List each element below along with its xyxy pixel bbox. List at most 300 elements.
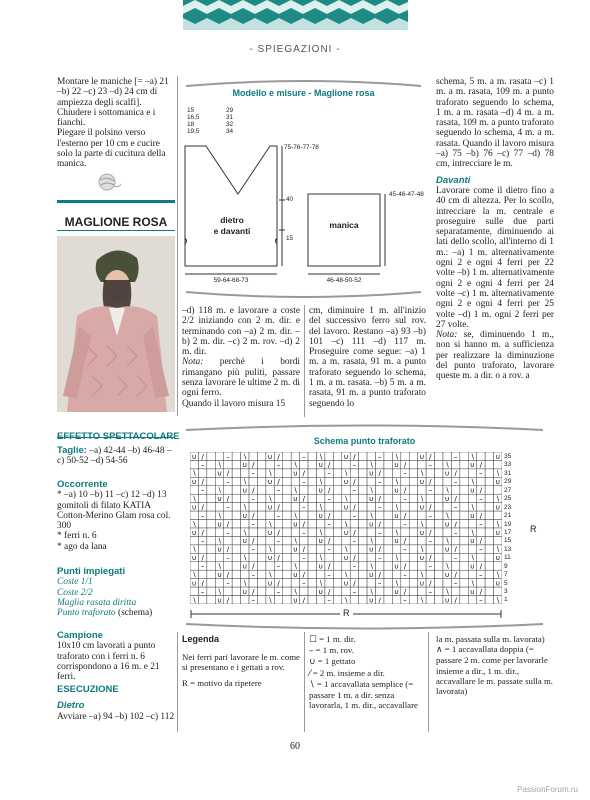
chart-cell [266,562,274,570]
body-width-label: 59-64-68-73 [213,277,249,284]
chart-cell [249,477,257,485]
chart-cell [435,460,443,468]
chart-symbol: – [302,579,306,588]
chart-cell [232,570,240,578]
chart-cell [494,460,502,468]
chart-cell [232,587,240,595]
chart-symbol: ∖ [394,554,399,563]
stitch-item: Punto traforato [57,608,116,619]
chart-symbol: / [403,511,407,520]
chart-cell [224,536,232,544]
chart-cell [401,579,409,587]
chart-symbol: ∪ [216,545,223,554]
effect-subtitle: EFFETTO SPETTACOLARE [57,431,180,442]
chart-cell [283,477,291,485]
chart-cell [283,545,291,553]
chart-symbol: / [327,562,331,571]
stitch-item: Coste 2/2 [57,587,93,598]
chart-cell [257,520,265,528]
chart-cell [426,520,434,528]
chart-symbol: ∖ [394,579,399,588]
chart-cell [435,579,443,587]
chart-cell [401,452,409,460]
chart-symbol: – [479,494,483,503]
chart-cell [266,511,274,519]
chart-symbol: – [403,570,407,579]
chart-symbol: ∖ [369,486,374,495]
chart-symbol: ∪ [343,528,349,537]
chart-symbol: – [352,511,357,520]
chart-symbol: ∪ [469,562,476,571]
chart-symbol: ∖ [217,461,222,470]
chart-cell [485,528,493,536]
chart-symbol: – [276,511,281,520]
chart-symbol: ∪ [444,520,450,529]
chart-symbol: ∖ [217,562,222,571]
chart-cell [207,503,215,511]
chart-cell [418,562,426,570]
chart-cell [207,587,215,595]
chart-symbol: / [201,452,204,461]
chart-symbol: ∪ [318,537,324,546]
chart-symbol: – [302,528,306,537]
chart-cell [460,460,468,468]
chart-symbol: ∪ [267,554,273,563]
chart-cell [291,528,299,536]
neck-measurements: 15 16,5 18 19,5 [187,107,200,135]
knit-symbol-icon: ☐ [309,635,317,645]
chart-cell [409,503,417,511]
chart-cell [485,503,493,511]
row-number: 21 [504,512,512,520]
chart-symbol: – [302,554,306,563]
chart-symbol: / [327,587,331,596]
chart-symbol: / [252,562,255,571]
chart-cell [485,511,493,519]
chart-symbol: / [403,587,407,596]
chart-cell [333,579,341,587]
chart-cell [409,520,417,528]
chart-symbol: ∪ [469,537,476,546]
chart-symbol: – [327,596,331,604]
chart-cell [283,520,291,528]
chart-symbol: – [251,596,255,604]
chart-symbol: / [479,511,483,520]
chart-cell [359,520,367,528]
chart-symbol: / [327,537,331,546]
chart-symbol: ∖ [242,528,248,537]
note-label: Nota: [436,330,458,341]
height-15-label: 15 [286,235,294,242]
chart-cell [384,570,392,578]
column-divider [304,305,305,417]
chart-cell [384,579,392,587]
chart-cell [308,562,316,570]
chart-symbol: / [277,478,280,487]
chart-cell [435,562,443,570]
chart-symbol: ∖ [369,511,374,520]
chart-symbol: ∪ [242,587,248,596]
chart-symbol: / [454,520,457,529]
chart-symbol: ∪ [394,537,400,546]
chart-cell [325,579,333,587]
chart-symbol: / [403,461,407,470]
chart-cell [232,511,240,519]
stitch-item: Coste 1/1 [57,577,93,588]
chart-symbol: – [302,452,306,461]
chart-cell [451,562,459,570]
chart-symbol: ∪ [368,469,374,478]
row-number: 29 [504,478,512,486]
chart-symbol: – [251,545,255,554]
chart-symbol: ∪ [191,452,197,461]
chart-symbol: ∖ [267,570,273,579]
chart-cell [350,596,358,604]
chart-cell [308,553,316,561]
chart-symbol: – [352,587,357,596]
chart-cell [392,494,400,502]
chart-symbol: – [453,503,458,512]
chart-cell [308,469,316,477]
chart-symbol: / [429,528,432,537]
chart-symbol: – [302,478,306,487]
sizes-label: Taglie: [57,445,87,456]
chart-cell [392,469,400,477]
chart-symbol: / [226,469,230,478]
sleeve-assembly-text: Montare le maniche [= –a) 21 –b) 22 –c) 23 –d) 24 cm di ampiezza degli scalfi]. Chiudere i sottomanica e i fianchi. [57,77,169,129]
row-number: 17 [504,528,512,536]
chart-symbol: ∪ [394,562,400,571]
page-number: 60 [290,741,300,752]
chart-symbol: ∖ [369,562,374,571]
chart-cell [325,452,333,460]
chart-cell [316,596,324,604]
chart-symbol: ∪ [394,587,400,596]
chart-cell [350,570,358,578]
chart-symbol: / [327,486,331,495]
legend-knit: = 1 m. dir. [319,634,356,644]
subtitle-rule [57,437,175,438]
chart-cell [384,494,392,502]
chart-cell [257,553,265,561]
chart-cell [435,503,443,511]
chart-cell [215,528,223,536]
chart-cell [477,553,485,561]
chart-cell [418,536,426,544]
chart-symbol: / [252,461,255,470]
chart-cell [207,460,215,468]
chart-cell [232,553,240,561]
chart-symbol: / [252,537,255,546]
chart-cell [426,494,434,502]
note-label: Nota: [182,357,204,368]
chart-cell [333,486,341,494]
chart-cell [359,536,367,544]
chart-symbol: ∖ [394,478,399,487]
chart-symbol: – [479,545,483,554]
chart-cell [198,520,206,528]
chart-cell [477,579,485,587]
chart-cell [376,562,384,570]
chart-symbol: / [378,520,381,529]
chart-symbol: ∪ [216,494,223,503]
chart-symbol: – [302,503,306,512]
chart-symbol: ∪ [394,486,400,495]
chart-symbol: / [302,469,306,478]
gauge-title: Campione [57,630,103,641]
chart-symbol: ∖ [369,461,374,470]
legend-ssk: = 1 accavallata semplice (= passare 1 m. a dir. senza lavorarla, 1 m. dir., accavallare [309,678,418,711]
chart-cell [300,562,308,570]
chart-cell [384,486,392,494]
row-number: 7 [504,571,508,579]
chart-symbol: ∖ [191,570,197,579]
chart-symbol: / [327,461,331,470]
chart-symbol: / [378,570,381,579]
chart-cell [409,579,417,587]
chart-cell [359,562,367,570]
chart-cell [376,460,384,468]
chart-cell [451,460,459,468]
chart-cell [333,452,341,460]
chart-symbol: / [378,469,381,478]
chart-cell [494,536,502,544]
chart-cell [409,486,417,494]
row-number: 13 [504,545,512,553]
chart-symbol: – [428,486,433,495]
chart-cell [232,545,240,553]
materials-block [57,480,175,552]
chart-symbol: ∪ [242,486,248,495]
chart-cell [443,477,451,485]
chart-cell [257,562,265,570]
chart-cell [468,570,476,578]
chart-cell [283,503,291,511]
chart-symbol: / [302,596,306,604]
chart-symbol: ∖ [293,486,298,495]
chart-cell [241,494,249,502]
chart-cell [300,587,308,595]
chart-symbol: ∖ [419,545,425,554]
chart-symbol: ∖ [293,511,298,520]
back-title: Dietro [57,700,85,712]
chart-cell [342,511,350,519]
execution-title: ESECUZIONE [57,684,119,695]
chart-cell [257,486,265,494]
chart-symbol: ∖ [394,503,399,512]
chart-symbol: / [226,545,230,554]
row-number: 1 [504,596,508,604]
chart-symbol: ∖ [318,528,323,537]
chart-symbol: / [403,562,407,571]
chart-symbol: – [377,579,382,588]
chart-symbol: ∖ [369,587,374,596]
chart-symbol: ∪ [419,503,425,512]
chart-symbol: / [201,554,204,563]
chart-cell [384,460,392,468]
chart-cell [485,553,493,561]
chart-symbol: ∖ [343,545,349,554]
chart-symbol: ∪ [292,469,298,478]
chart-cell [274,596,282,604]
chart-symbol: – [276,537,281,546]
chart-cell [283,486,291,494]
chart-symbol: ∖ [495,570,501,579]
chart-cell [283,596,291,604]
chart-symbol: / [226,494,230,503]
chart-symbol: ∪ [318,461,324,470]
chart-cell [257,511,265,519]
cuff-text: Piegare il polsino verso l'esterno per 10 cm e cucire solo la parte di cucitura della manica. [57,128,166,170]
chart-symbol: ∪ [191,528,197,537]
chart-cell [241,469,249,477]
legend-yarn-over: = 1 gettato [317,656,356,667]
chart-cell [460,570,468,578]
chart-symbol: ∖ [191,596,197,604]
chart-symbol: ∪ [216,520,223,529]
chart-symbol: ∪ [394,461,400,470]
chart-cell [207,511,215,519]
legend-right [436,634,554,696]
chart-cell [494,587,502,595]
chart-cell [468,545,476,553]
chart-symbol: ∖ [293,562,298,571]
chart-cell [367,553,375,561]
watermark: PassionForum.ru [517,785,578,794]
chart-cell [485,494,493,502]
chart-cell [435,469,443,477]
chart-symbol: – [428,537,433,546]
gauge-block [57,631,175,682]
chart-symbol: ∖ [419,596,425,604]
chart-cell [190,460,198,468]
chart-symbol: ∖ [191,469,197,478]
repeat-marker-right: R [530,524,537,534]
chart-cell [409,477,417,485]
chart-cell [409,511,417,519]
chart-cell [384,503,392,511]
chart-cell [257,570,265,578]
chart-cell [477,503,485,511]
chart-cell [426,570,434,578]
chart-symbol: – [479,596,483,604]
chart-cell [249,579,257,587]
chart-cell [257,587,265,595]
chart-symbol: ∖ [369,537,374,546]
chart-cell [257,528,265,536]
chart-symbol: ∖ [217,537,222,546]
chart-cell [308,477,316,485]
chart-symbol: – [200,587,205,596]
chart-symbol: ∖ [343,596,349,604]
chart-symbol: / [302,494,306,503]
chart-symbol: ∪ [495,528,501,537]
chart-symbol: / [201,478,204,487]
row-number: 11 [504,554,511,562]
chart-cell [232,536,240,544]
chart-symbol: ∖ [419,570,425,579]
chart-cell [367,579,375,587]
chart-cell [333,528,341,536]
row-number: 9 [504,562,508,570]
chart-cell [266,460,274,468]
chart-cell [241,545,249,553]
chart-symbol: ∖ [495,545,501,554]
chart-symbol: ∪ [216,596,223,604]
chart-cell [333,477,341,485]
row-number: 5 [504,579,508,587]
pattern-title: MAGLIONE ROSA [64,215,168,229]
chart-cell [468,494,476,502]
chart-cell [409,528,417,536]
chart-symbol: / [327,511,331,520]
gauge-text: 10x10 cm lavorati a punto traforato con i ferri n. 6 corrispondono a 16 m. e 21 ferri. [57,641,160,683]
legend-repeat: R = motivo da ripetere [182,678,262,689]
stitches-block [57,567,175,618]
chart-cell [283,452,291,460]
chart-cell [257,469,265,477]
chart-symbol: ∖ [217,587,222,596]
chart-symbol: ∪ [368,570,374,579]
chart-symbol: – [377,478,382,487]
chart-cell [249,528,257,536]
chart-symbol: – [403,520,407,529]
chart-symbol: ∪ [343,478,349,487]
chart-symbol: ∖ [444,537,450,546]
chart-cell [485,570,493,578]
materials-needles: * ferri n. 6 [57,531,97,542]
chart-symbol: ∪ [419,554,425,563]
chart-cell [198,494,206,502]
chart-cell [308,494,316,502]
chart-cell [426,469,434,477]
chart-symbol: ∖ [318,478,323,487]
execution-block [57,685,175,722]
chart-cell [460,579,468,587]
chart-symbol: / [429,554,432,563]
legend-ssk-end: la m. passata sulla m. lavorata) [436,634,545,644]
chart-cell [443,452,451,460]
chart-cell [283,579,291,587]
chart-cell [198,469,206,477]
chart-symbol: ∪ [191,503,197,512]
chart-cell [376,587,384,595]
chart-symbol: / [201,579,204,588]
chart-symbol: – [403,469,407,478]
chart-cell [325,503,333,511]
chart-cell [401,553,409,561]
chart-symbol: – [226,528,230,537]
chart-cell [359,452,367,460]
chart-cell [266,486,274,494]
chart-cell [460,503,468,511]
chart-cell [418,460,426,468]
chart-symbol: – [327,570,331,579]
chart-cell [207,596,215,604]
chart-symbol: / [353,478,356,487]
chart-symbol: / [252,511,255,520]
chart-cell [283,587,291,595]
chart-symbol: ∖ [267,494,273,503]
chart-cell [409,460,417,468]
chart-symbol: / [454,596,457,604]
chart-symbol: ∪ [368,520,374,529]
chart-symbol: / [353,452,356,461]
chart-symbol: – [200,537,205,546]
chart-symbol: – [327,494,331,503]
chart-symbol: – [251,469,255,478]
chart-symbol: / [201,503,204,512]
